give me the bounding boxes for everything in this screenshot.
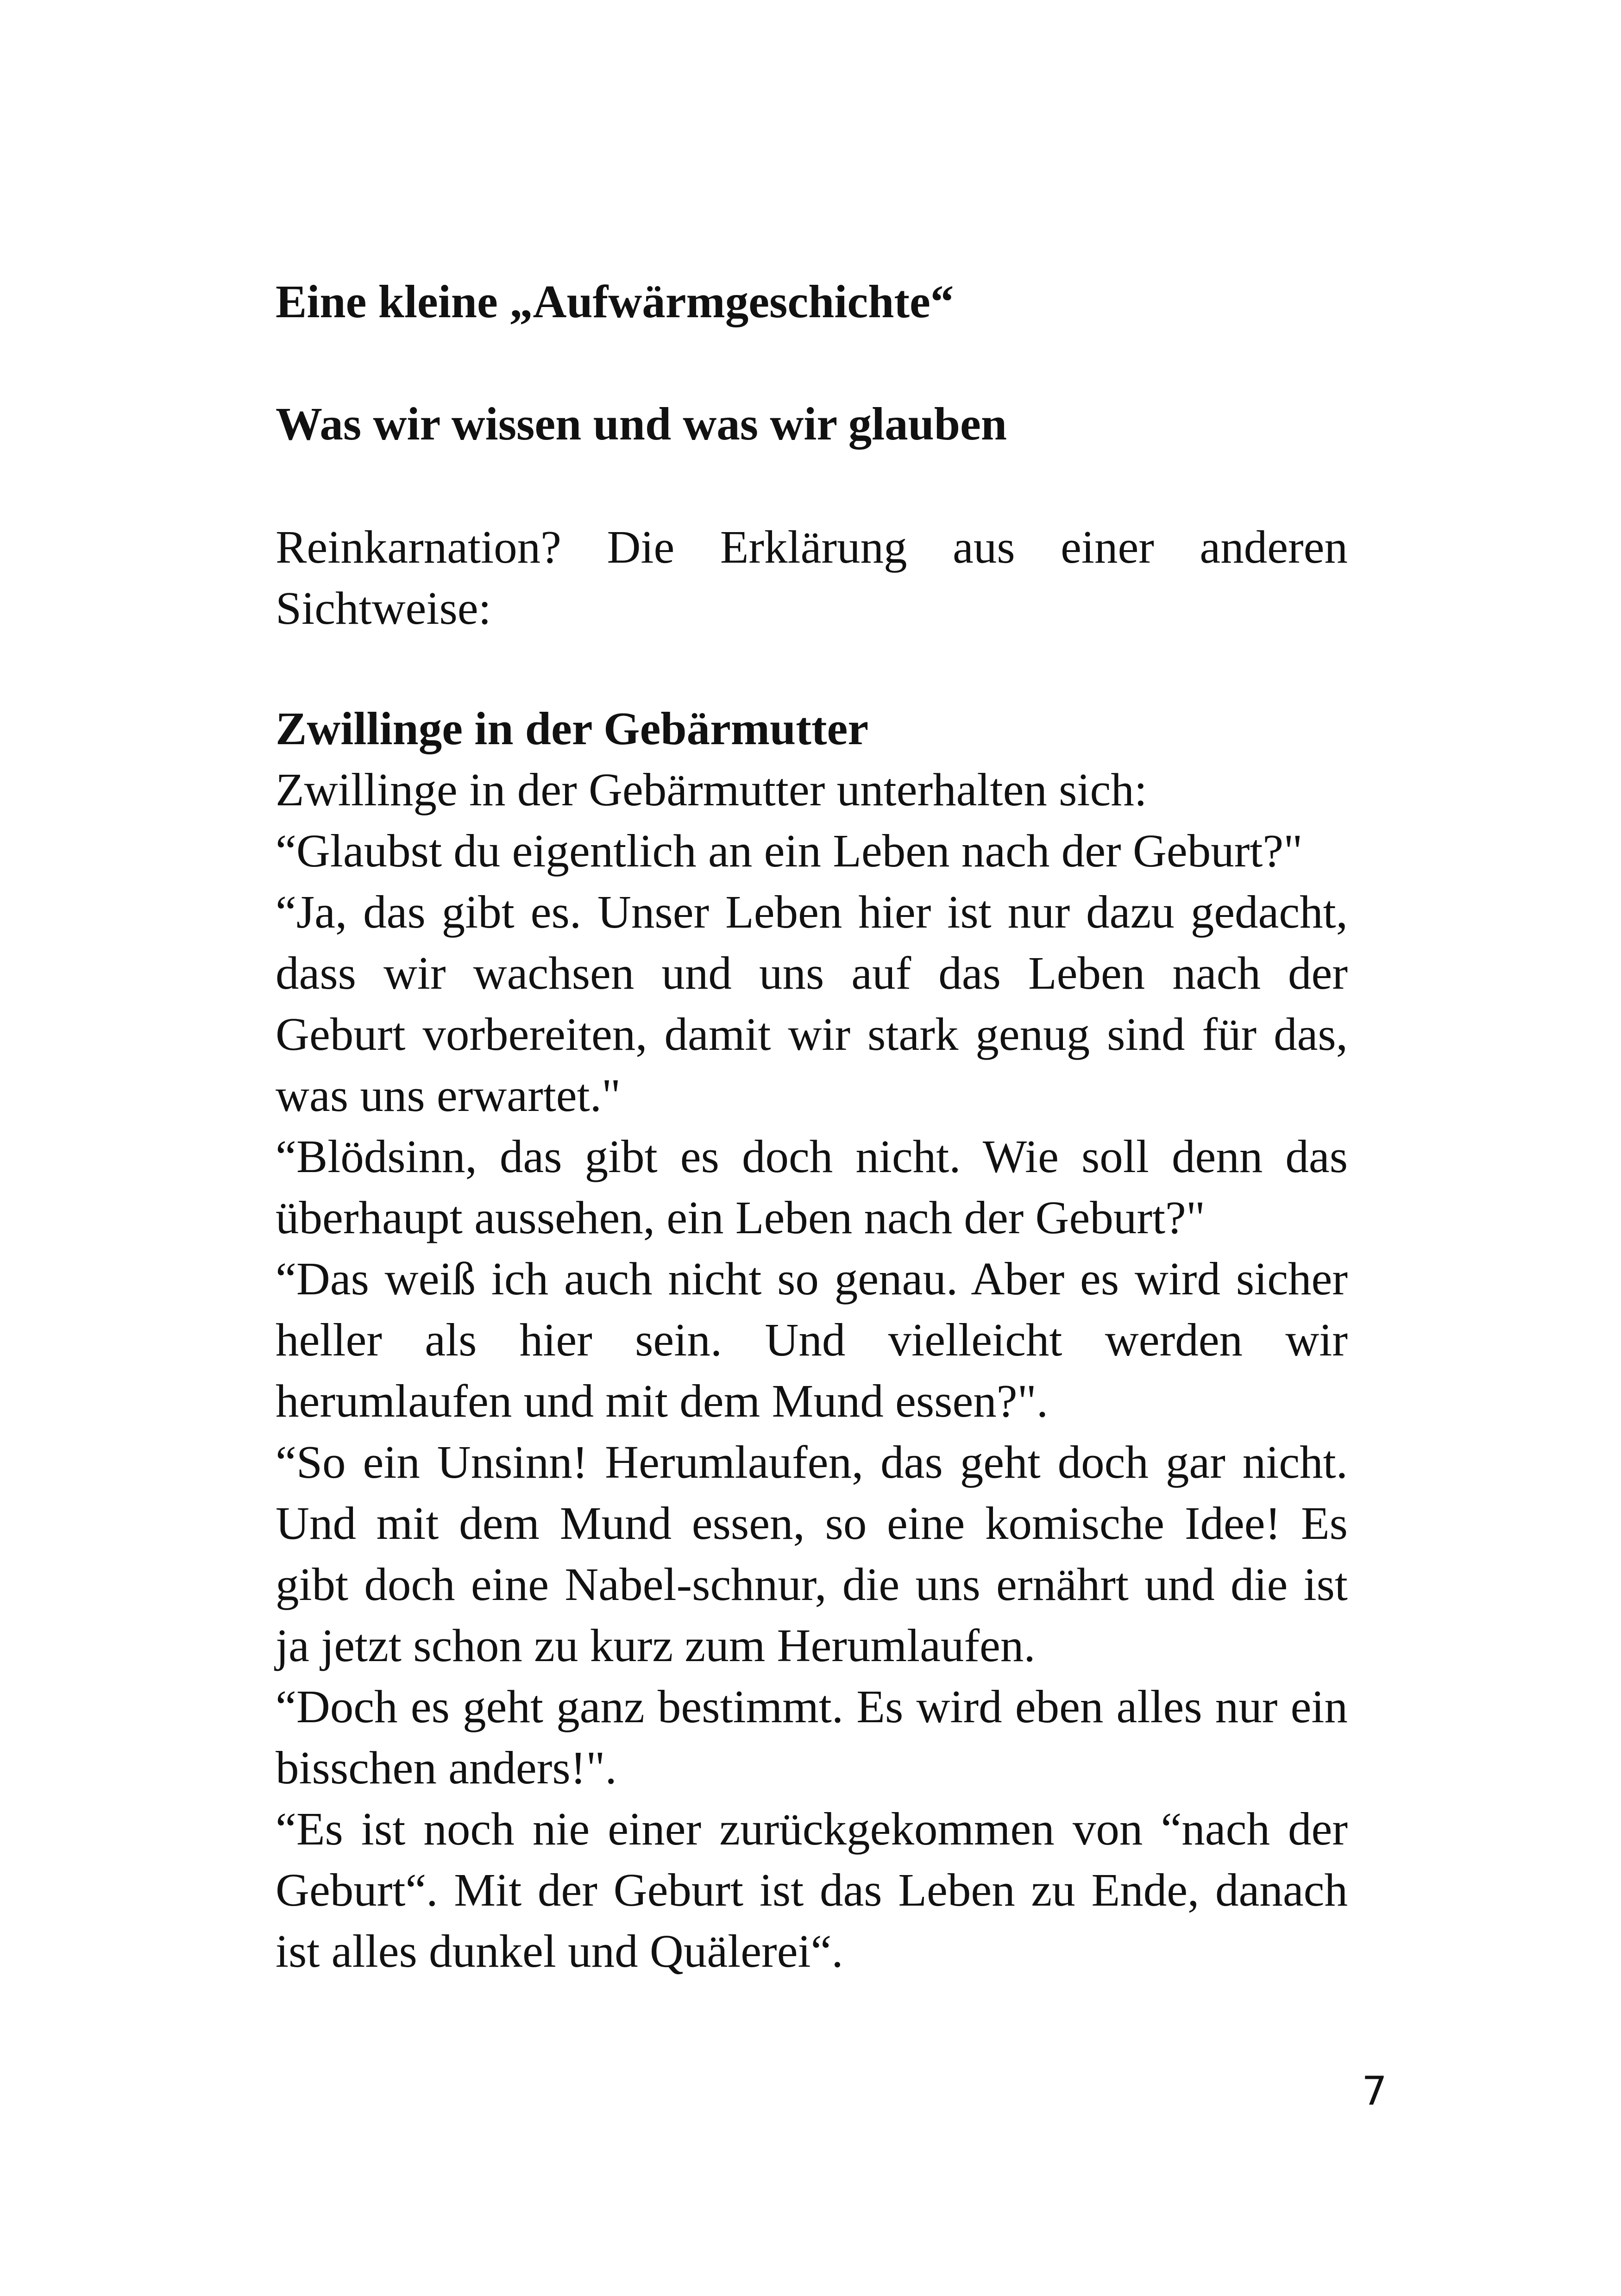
- chapter-title: Eine kleine „Aufwärmgeschichte“: [276, 276, 954, 327]
- page-number: 7: [1362, 2068, 1387, 2114]
- body-paragraph: “Blödsinn, das gibt es doch nicht. Wie soll denn das überhaupt aussehen, ein Leben nach der Geburt?": [276, 1130, 1348, 1243]
- body-paragraph: “Es ist noch nie einer zurückgekommen von “nach der Geburt“. Mit der Geburt ist das Leben zu Ende, danach ist alles dunkel und Quälerei“.: [276, 1803, 1348, 1977]
- body-paragraph: “Glaubst du eigentlich an ein Leben nach der Geburt?": [276, 825, 1303, 877]
- body-paragraph: “So ein Unsinn! Herumlaufen, das geht doch gar nicht. Und mit dem Mund essen, so eine komische Idee! Es gibt doch eine Nabel-schnur, die uns ernährt und die ist ja jetzt schon zu kurz zum Herumlaufen.: [276, 1436, 1348, 1671]
- body-paragraph: “Doch es geht ganz bestimmt. Es wird eben alles nur ein bisschen anders!".: [276, 1681, 1348, 1794]
- page-content: [276, 271, 1348, 1982]
- body-paragraph: “Ja, das gibt es. Unser Leben hier ist nur dazu gedacht, dass wir wachsen und uns auf das Leben nach der Geburt vorbereiten, damit wir stark genug sind für das, was uns erwartet.": [276, 886, 1348, 1121]
- body-paragraph: “Das weiß ich auch nicht so genau. Aber es wird sicher heller als hier sein. Und vielleicht werden wir herumlaufen und mit dem Mund essen?".: [276, 1253, 1348, 1427]
- chapter-subtitle: Was wir wissen und was wir glauben: [276, 398, 1007, 450]
- section-heading: Zwillinge in der Gebärmutter: [276, 703, 869, 754]
- intro-paragraph: Reinkarnation? Die Erklärung aus einer anderen Sichtweise:: [276, 521, 1348, 634]
- body-paragraph: Zwillinge in der Gebärmutter unterhalten sich:: [276, 764, 1147, 816]
